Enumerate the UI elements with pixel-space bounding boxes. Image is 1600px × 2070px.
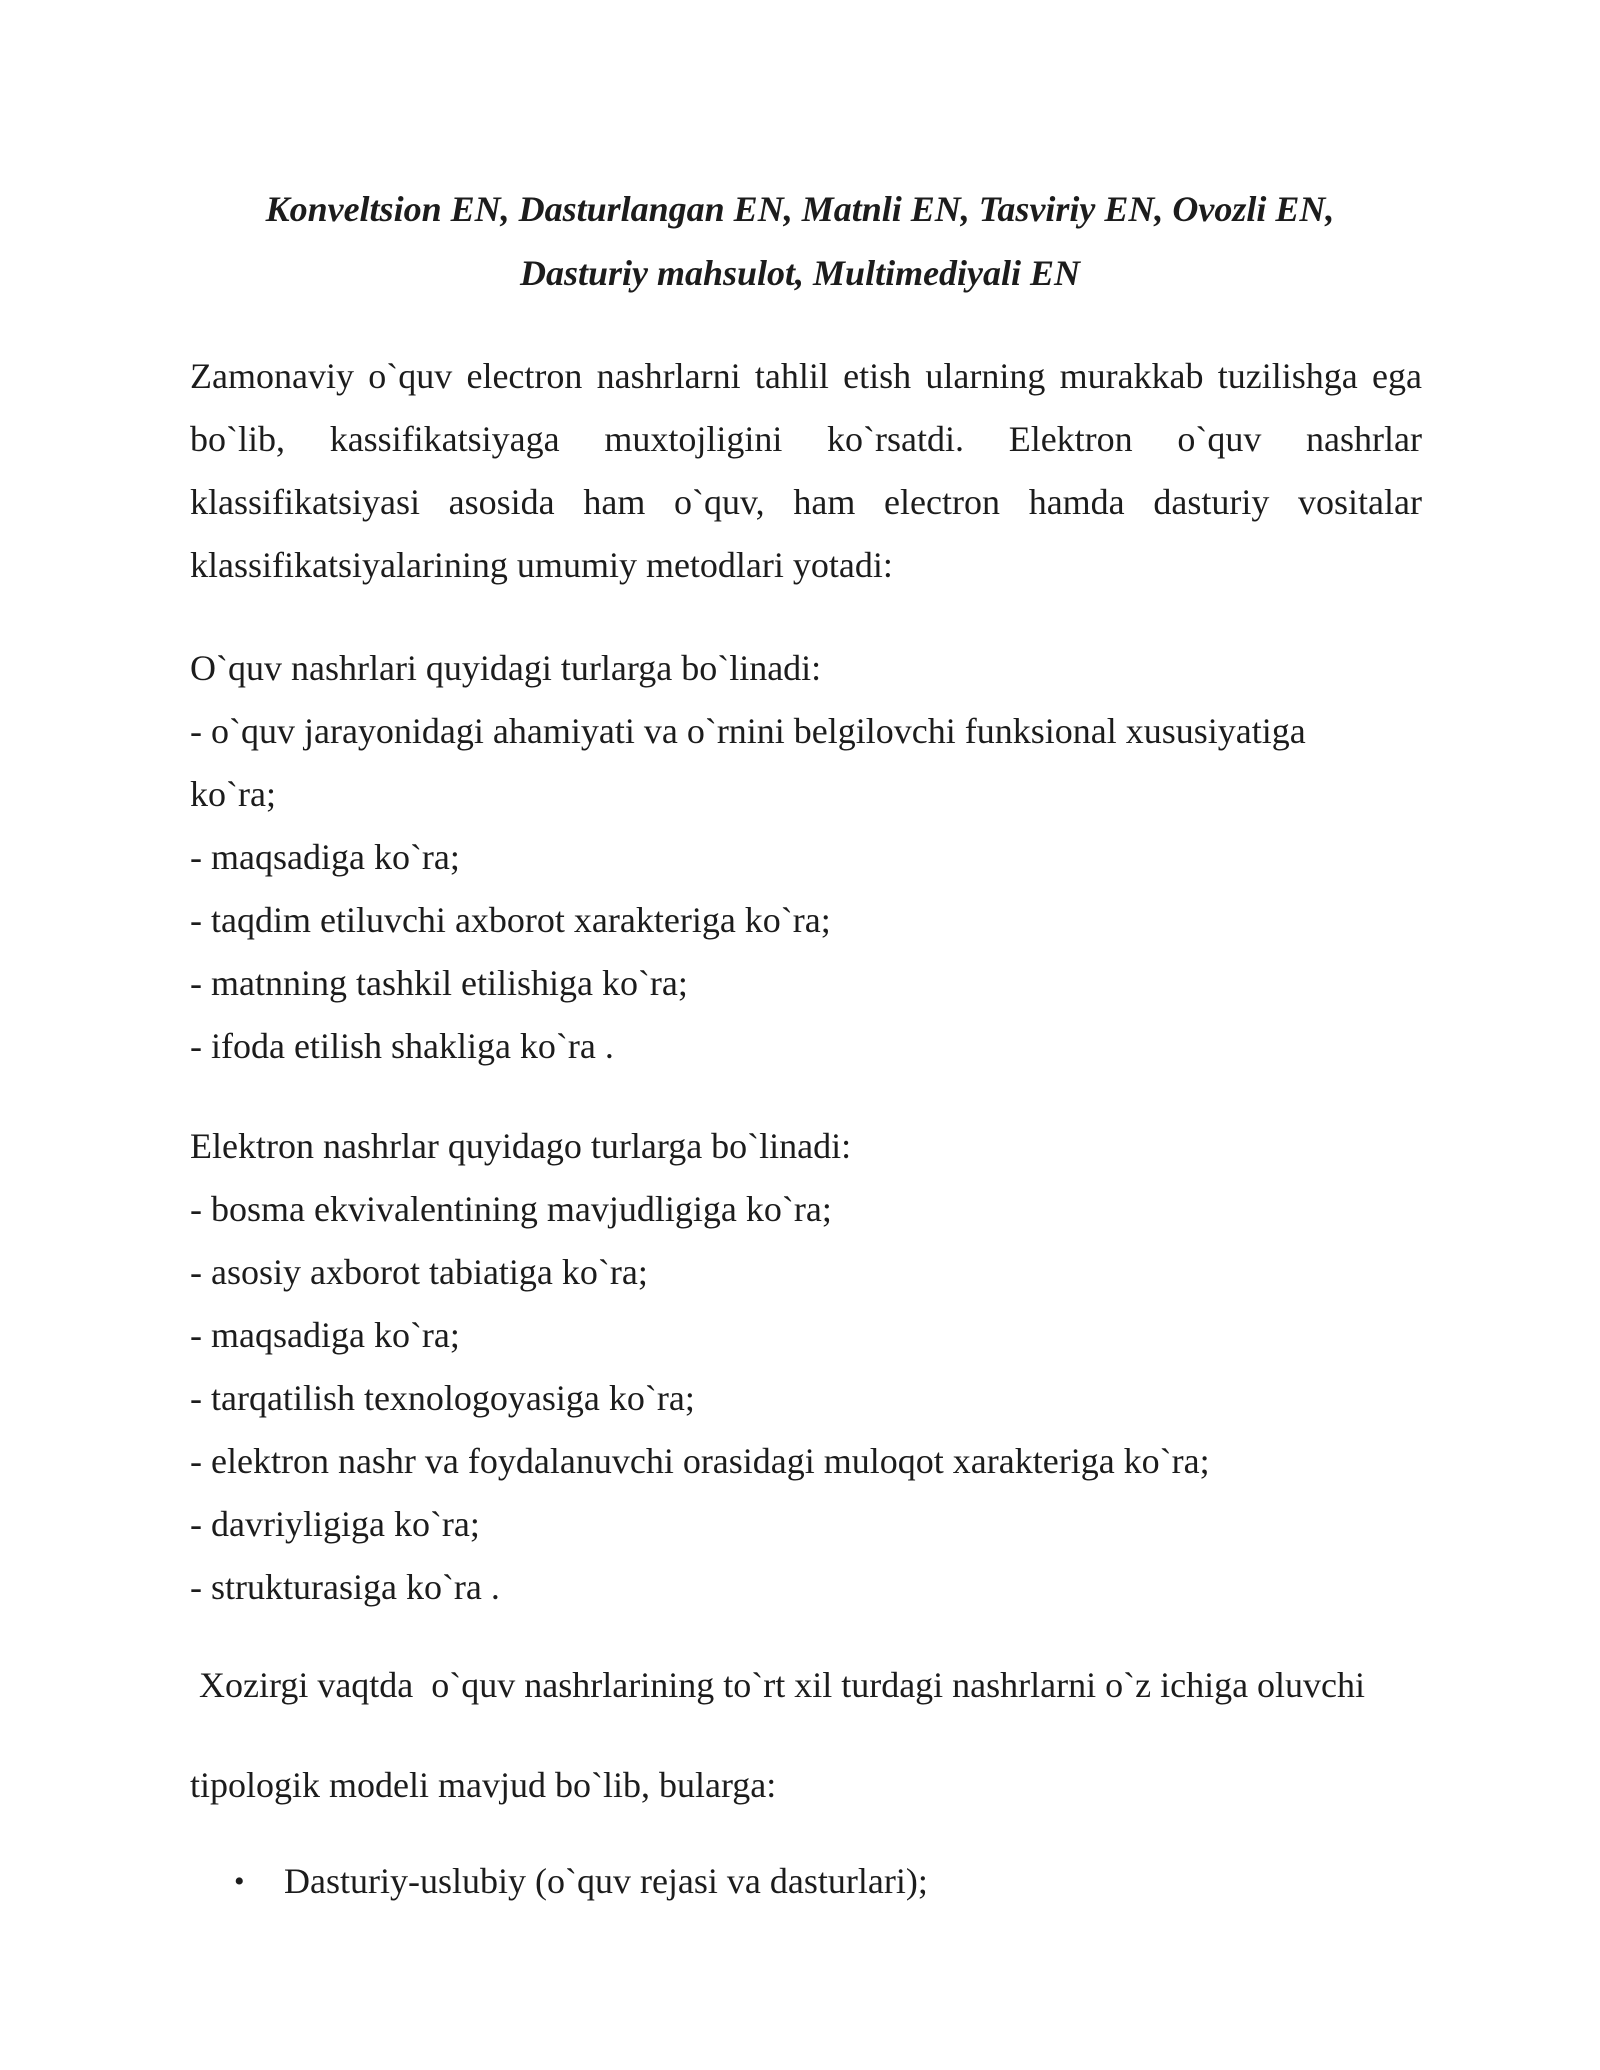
list-item: - matnning tashkil etilishiga ko`ra; — [190, 963, 688, 1003]
list-item: - tarqatilish texnologoyasiga ko`ra; — [190, 1378, 695, 1418]
title-line-2: Dasturiy mahsulot, Multimediyali EN — [519, 253, 1081, 293]
list-item: ko`ra; — [190, 774, 276, 814]
study-publications-heading: O`quv nashrlari quyidagi turlarga bo`linadi: — [190, 648, 822, 688]
list-item: - davriyligiga ko`ra; — [190, 1504, 480, 1544]
list-item: - ifoda etilish shakliga ko`ra . — [190, 1026, 614, 1066]
typology-line-1: Xozirgi vaqtda o`quv nashrlarining to`rt xil turdagi nashrlarni o`z ichiga oluvchi — [190, 1665, 1366, 1705]
title-line-1: Konveltsion EN, Dasturlangan EN, Matnli EN, Tasviriy EN, Ovozli EN, — [265, 189, 1335, 229]
bullet-text: Dasturiy-uslubiy (o`quv rejasi va dasturlari); — [284, 1861, 928, 1901]
document-title — [150, 177, 1450, 305]
bullet-list-item — [190, 1850, 928, 1913]
list-item: - maqsadiga ko`ra; — [190, 1315, 460, 1355]
electronic-publications-section — [190, 1115, 1422, 1619]
typology-line-2: tipologik modeli mavjud bo`lib, bularga: — [190, 1765, 777, 1805]
list-item: - asosiy axborot tabiatiga ko`ra; — [190, 1252, 648, 1292]
bullet-dot-icon: • — [234, 1865, 245, 1898]
list-item: - maqsadiga ko`ra; — [190, 837, 460, 877]
bullet-list — [190, 1850, 928, 1913]
list-item: - bosma ekvivalentining mavjudligiga ko`ra; — [190, 1189, 832, 1229]
intro-paragraph: Zamonaviy o`quv electron nashrlarni tahlil etish ularning murakkab tuzilishga ega bo`lib, kassifikatsiyaga muxtojligini ko`rsatdi. Elektron o`quv nashrlar klassifikatsiyasi asosida ham o`quv, ham electron hamda dasturiy vositalar klassifikatsiyalarining umumiy metodlari yotadi: — [190, 356, 1422, 585]
list-item: - taqdim etiluvchi axborot xarakteriga ko`ra; — [190, 900, 831, 940]
list-item: - o`quv jarayonidagi ahamiyati va o`rnini belgilovchi funksional xususiyatiga — [190, 711, 1306, 751]
study-publications-section — [190, 637, 1422, 1078]
list-item: - elektron nashr va foydalanuvchi orasidagi muloqot xarakteriga ko`ra; — [190, 1441, 1210, 1481]
list-item: - strukturasiga ko`ra . — [190, 1567, 500, 1607]
electronic-publications-heading: Elektron nashrlar quyidago turlarga bo`linadi: — [190, 1126, 852, 1166]
